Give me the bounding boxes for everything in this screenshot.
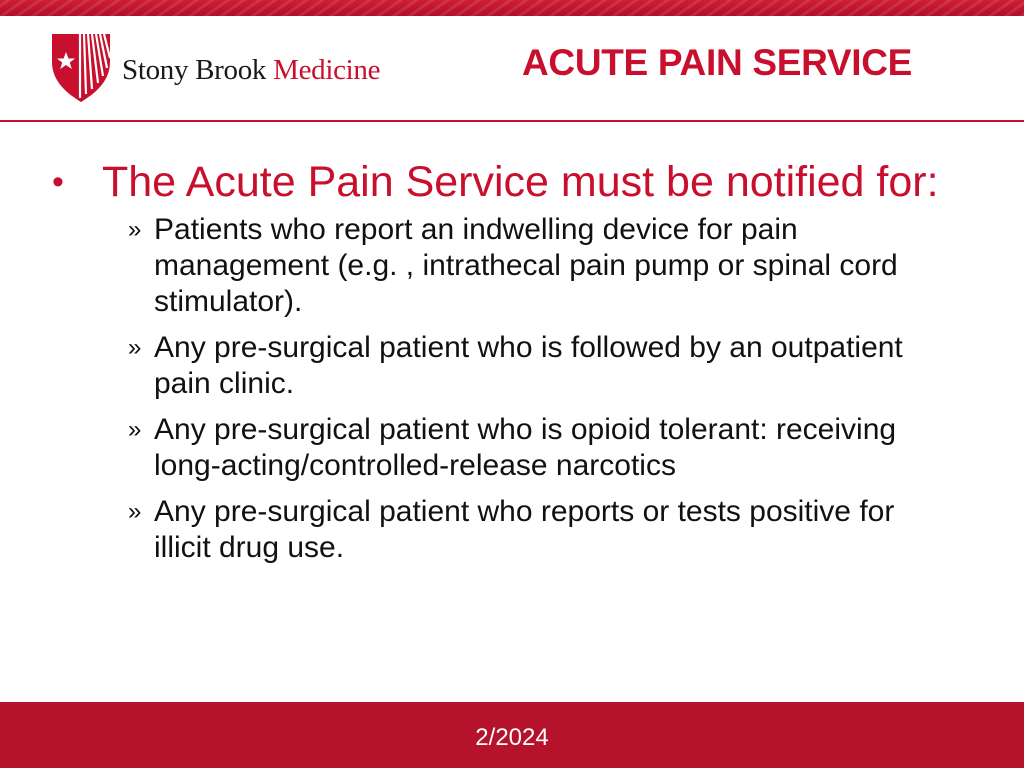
header-divider: [0, 120, 1024, 122]
list-item: [128, 330, 980, 402]
top-decorative-band: [0, 0, 1024, 16]
double-chevron-icon: »: [128, 498, 142, 525]
sub-bullet-list: [128, 212, 980, 566]
list-item-text: Any pre-surgical patient who is opioid tolerant: receiving long-acting/controlled-release narcotics: [154, 413, 897, 482]
double-chevron-icon: »: [128, 416, 142, 443]
main-bullet-text: The Acute Pain Service must be notified for:: [102, 158, 939, 206]
double-chevron-icon: »: [128, 334, 142, 361]
list-item-text: Any pre-surgical patient who is followed by an outpatient pain clinic.: [154, 331, 903, 400]
slide-title: ACUTE PAIN SERVICE: [522, 42, 913, 83]
list-item: [128, 494, 980, 566]
list-item-text: Patients who report an indwelling device for pain management (e.g. , intrathecal pain pump or spinal cord stimulator).: [154, 213, 898, 318]
brand-primary: Stony Brook: [122, 53, 267, 86]
stony-brook-shield-icon: [50, 32, 112, 104]
list-item-text: Any pre-surgical patient who reports or tests positive for illicit drug use.: [154, 495, 895, 564]
footer-date: 2/2024: [475, 724, 549, 751]
brand-secondary: Medicine: [273, 53, 381, 86]
list-item: [128, 212, 980, 320]
double-chevron-icon: »: [128, 216, 142, 243]
stony-brook-medicine-logo: [50, 32, 380, 104]
main-bullet-item: [40, 156, 980, 208]
brand-wordmark: [122, 54, 380, 87]
footer-bar: [0, 702, 1024, 768]
slide-content: [40, 156, 980, 576]
bullet-icon: •: [52, 163, 64, 201]
list-item: [128, 412, 980, 484]
